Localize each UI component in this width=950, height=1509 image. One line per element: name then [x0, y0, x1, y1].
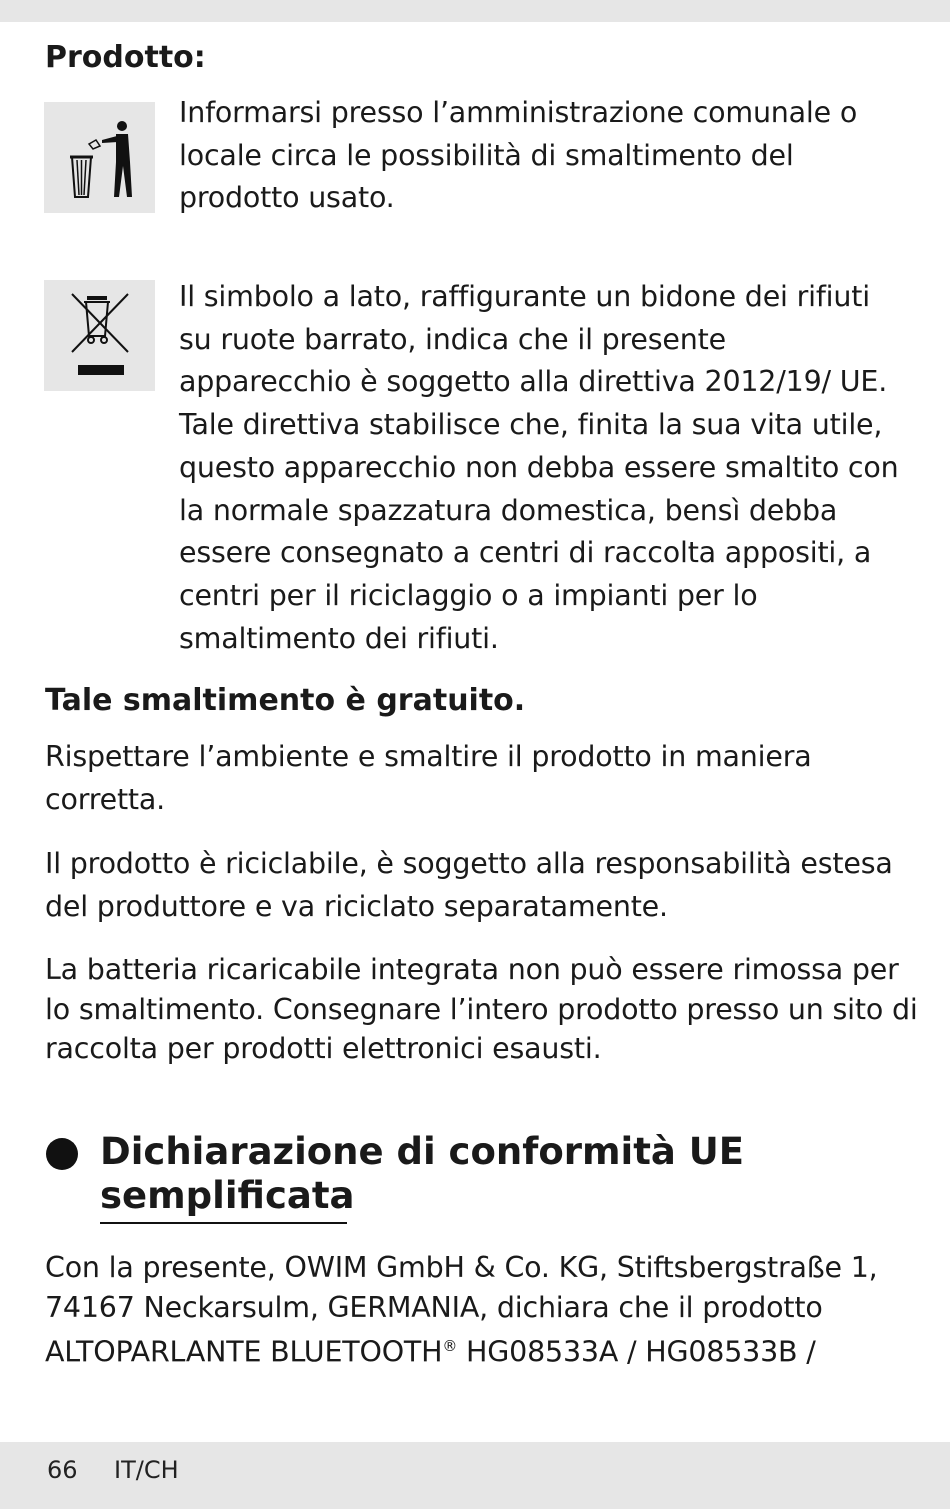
battery-text: La batteria ricaricabile integrata non può essere rimossa per lo smaltimento. Consegnare l’intero prodotto presso un sito di raccolta per prodotti elettronici esausti. [45, 953, 918, 1065]
litter-bin-person-icon [44, 102, 155, 213]
registered-mark: ® [442, 1337, 458, 1355]
declaration-text-main: Con la presente, OWIM GmbH & Co. KG, Stiftsbergstraße 1, 74167 Neckarsulm, GERMANIA, dichiara che il prodotto ALTOPARLANTE BLUETOOTH [45, 1251, 878, 1369]
declaration-text-after: HG08533A / HG08533B / [457, 1335, 816, 1369]
page-number: 66 [47, 1456, 78, 1484]
recyclable-text: Il prodotto è riciclabile, è soggetto alla responsabilità estesa del produttore e va riciclato separatamente. [45, 847, 893, 923]
language-code: IT/CH [114, 1456, 179, 1484]
free-disposal-heading: Tale smaltimento è gratuito. [45, 683, 526, 718]
crossed-out-wheelie-bin-icon [44, 280, 155, 391]
product-heading: Prodotto: [45, 40, 206, 75]
environment-text: Rispettare l’ambiente e smaltire il prodotto in maniera corretta. [45, 740, 812, 816]
top-band [0, 0, 950, 22]
weee-text: Il simbolo a lato, raffigurante un bidone dei rifiuti su ruote barrato, indica che il presente apparecchio è soggetto alla direttiva 2012/19/ UE. Tale direttiva stabilisce che, finita la sua vita utile, questo apparecchio non debba essere smaltito con la normale spazzatura domestica, bensì debba essere consegnato a centri di raccolta appositi, a centri per il riciclaggio o a impianti per lo smaltimento dei rifiuti. [179, 280, 899, 655]
declaration-text [45, 1248, 925, 1372]
declaration-heading: Dichiarazione di conformità UE semplificata [100, 1130, 745, 1217]
disposal-product-text: Informarsi presso l’amministrazione comunale o locale circa le possibilità di smaltimento del prodotto usato. [179, 96, 858, 215]
section-bullet [46, 1138, 78, 1170]
heading-underline [100, 1222, 347, 1224]
